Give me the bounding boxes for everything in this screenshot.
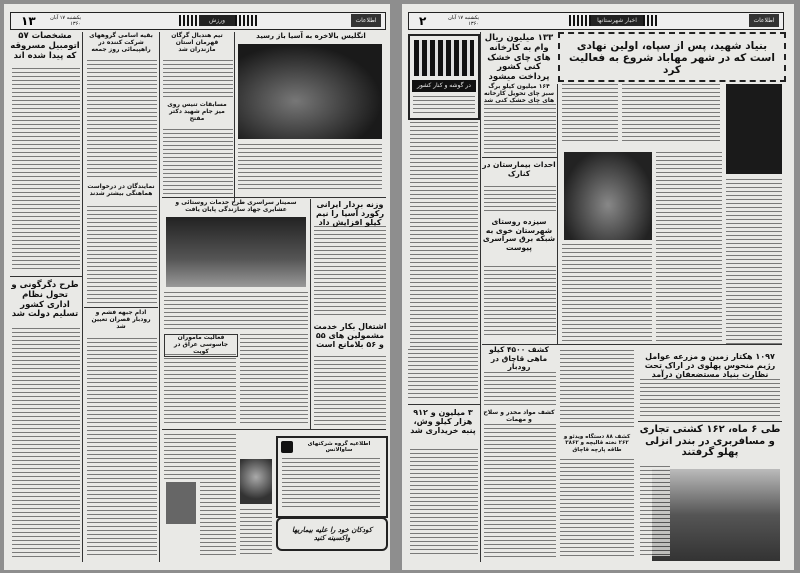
column-rule: [310, 199, 311, 429]
article-body-text: [726, 179, 782, 344]
page-number: ۱۳: [21, 14, 36, 28]
column-rule: [159, 32, 160, 562]
date: یکشنبه ۱۷ آبان ۱۳۶۰: [50, 15, 81, 27]
article-body-text: [12, 328, 80, 557]
barcode-decoration: [643, 15, 657, 26]
headline: کشف مواد مخدر و سلاح و مهمات: [483, 409, 555, 423]
article-body-text: [562, 84, 618, 144]
dark-photo: [726, 84, 782, 174]
ship-photo: [652, 469, 780, 561]
article-body-text: [560, 350, 634, 430]
article-body-text: [408, 349, 478, 401]
building-illustration: [414, 40, 474, 76]
article-body-text: [200, 482, 236, 557]
article-body-text: [484, 186, 556, 214]
headline: ۱۳۳ میلیون ریال وام به کارخانه های چای خشک کنی کشور پرداخت میشود: [484, 33, 554, 83]
article-body-text: [87, 338, 157, 558]
article-body-text: [656, 152, 722, 342]
article-body-text: [410, 449, 478, 557]
headline: ۳ میلیون و ۹۱۲ هزار کیلو وش، پنبه خریداری شد: [410, 408, 476, 436]
headline: طی ۶ ماه، ۱۶۲ کشتی تجاری و مسافربری در بندر انزلی پهلو گرفتند: [639, 424, 781, 458]
article-body-text: [484, 104, 556, 154]
barcode-decoration: [179, 15, 199, 26]
column-rule: [84, 307, 158, 308]
article-body-text: [238, 144, 382, 192]
article-body-text: [640, 466, 670, 556]
page-header: [408, 12, 784, 30]
column-rule: [480, 32, 481, 562]
column-rule: [162, 197, 386, 198]
headline: تیم هندبال گرگان قهرمان استان مازندران شد: [171, 32, 223, 53]
article-body-text: [87, 60, 157, 179]
date: یکشنبه ۱۷ آبان ۱۳۶۰: [448, 15, 479, 27]
headline: ادام جبهه فشم و رودبار قصران تعیین شد: [91, 309, 151, 330]
right-page: [402, 4, 794, 570]
article-body-text: [240, 509, 272, 557]
headline: کشف ۸۸ دستگاه ویدئو و ۲۶۲ نخته قالیچه و ۳۸۶۲ طاقه پارچه قاچاق: [563, 434, 631, 453]
article-body-text: [164, 434, 236, 479]
headline: احداث بیمارستان در کنارک: [482, 160, 556, 178]
article-body-text: [410, 122, 478, 347]
headline: فعالیت ماموران جاسوسی عراق در کویت: [164, 334, 238, 357]
column-rule: [408, 404, 480, 405]
headline: انگلیس بالاخره به آسیا باز رسید: [256, 32, 366, 40]
article-body-text: [413, 96, 475, 114]
column-rule: [162, 429, 386, 430]
column-rule: [638, 421, 782, 422]
portrait-photo: [166, 482, 196, 524]
article-body-text: [282, 458, 380, 510]
article-body-text: [87, 206, 157, 304]
article-body-text: [164, 354, 236, 424]
company-logo-icon: [281, 441, 293, 453]
advertisement-box: [276, 436, 388, 518]
section-label: اخبار شهرستانها: [591, 15, 643, 26]
headline: اشتغال بکار خدمت مشمولین های ۵۵ و ۵۶ بلامانع است: [313, 322, 387, 350]
article-body-text: [163, 129, 233, 194]
headline: طرح دگرگونی و تحول نظام اداری کشور تسلیم دولت شد: [11, 280, 79, 320]
barcode-decoration: [235, 15, 257, 26]
group-photo: [564, 152, 652, 240]
headline: سمینار سراسری طرح خدمات روستائی و عشایری جهاد سازندگی پایان یافت: [175, 199, 297, 213]
column-rule: [82, 32, 83, 562]
portrait-photo: [240, 459, 272, 504]
headline: کشف ۴۵۰۰ کیلو ماهی قاچاق در رودبار: [489, 345, 549, 372]
headline: نمایندگان در درخواست هماهنگی بیشتر شدند: [87, 183, 155, 197]
article-body-text: [622, 84, 720, 144]
article-body-text: [640, 379, 780, 417]
main-headline-box: [558, 32, 786, 82]
headline: مسابقات تنیس روی میز جام شهید دکتر مفتح: [167, 101, 227, 122]
newspaper-logo: اطلاعات: [351, 14, 381, 27]
main-headline: بنیاد شهید، پس از سپاه، اولین نهادی است که در شهر مهاباد شروع به فعالیت کرد: [569, 40, 775, 77]
football-photo: [238, 44, 382, 139]
article-body-text: [484, 372, 556, 407]
article-body-text: [163, 60, 233, 98]
left-page: [4, 4, 390, 570]
ad-title: اطلاعیه گروه شرکتهای ساوالانس: [307, 441, 371, 454]
section-label: ورزش: [199, 15, 235, 26]
barcode-decoration: [569, 15, 591, 26]
article-body-text: [314, 226, 386, 316]
article-body-text: [562, 244, 652, 342]
page-number: ۲: [419, 14, 427, 28]
article-body-text: [12, 68, 80, 271]
headline: ۱۰۹۷ هکتار زمین و مزرعه عوامل رژیم منحوس پهلوی در اراک تحت نظارت بنیاد مستضعفان درآمد: [644, 352, 776, 380]
article-body-text: [560, 459, 634, 557]
column-rule: [10, 276, 82, 277]
headline: وزنه بردار ایرانی رکورد آسیا را نیم کیلو افزایش داد: [315, 200, 385, 228]
article-body-text: [164, 292, 308, 332]
headline: بقیه اسامی گروههای شرکت کننده در راهپیمائی روز جمعه: [89, 32, 153, 53]
column-rule: [557, 84, 558, 344]
vaccination-banner: کودکان خود را علیه بیماریها واکسینه کنید: [276, 517, 388, 551]
headline: مشخصات ۵۷ اتومبیل مسروقه که پیدا شده اند: [10, 31, 80, 61]
column-rule: [234, 32, 235, 202]
seminar-photo: [166, 217, 306, 287]
page-header: [10, 12, 386, 30]
article-body-text: [484, 266, 556, 336]
article-body-text: [240, 334, 308, 424]
article-body-text: [484, 424, 556, 557]
column-logo-box: در گوشه و کنار کشور: [408, 34, 480, 120]
article-body-text: [314, 356, 386, 426]
subheadline: ۱۶۴ میلیون کیلو برگ سبز چای تحویل کارخانه های چای خشک کنی شد: [483, 83, 555, 104]
newspaper-logo: اطلاعات: [749, 14, 779, 27]
column-rule: [482, 157, 558, 158]
headline: سیزده روستای شهرستان خوی به شبکه برق سراسری پیوست: [482, 217, 556, 252]
